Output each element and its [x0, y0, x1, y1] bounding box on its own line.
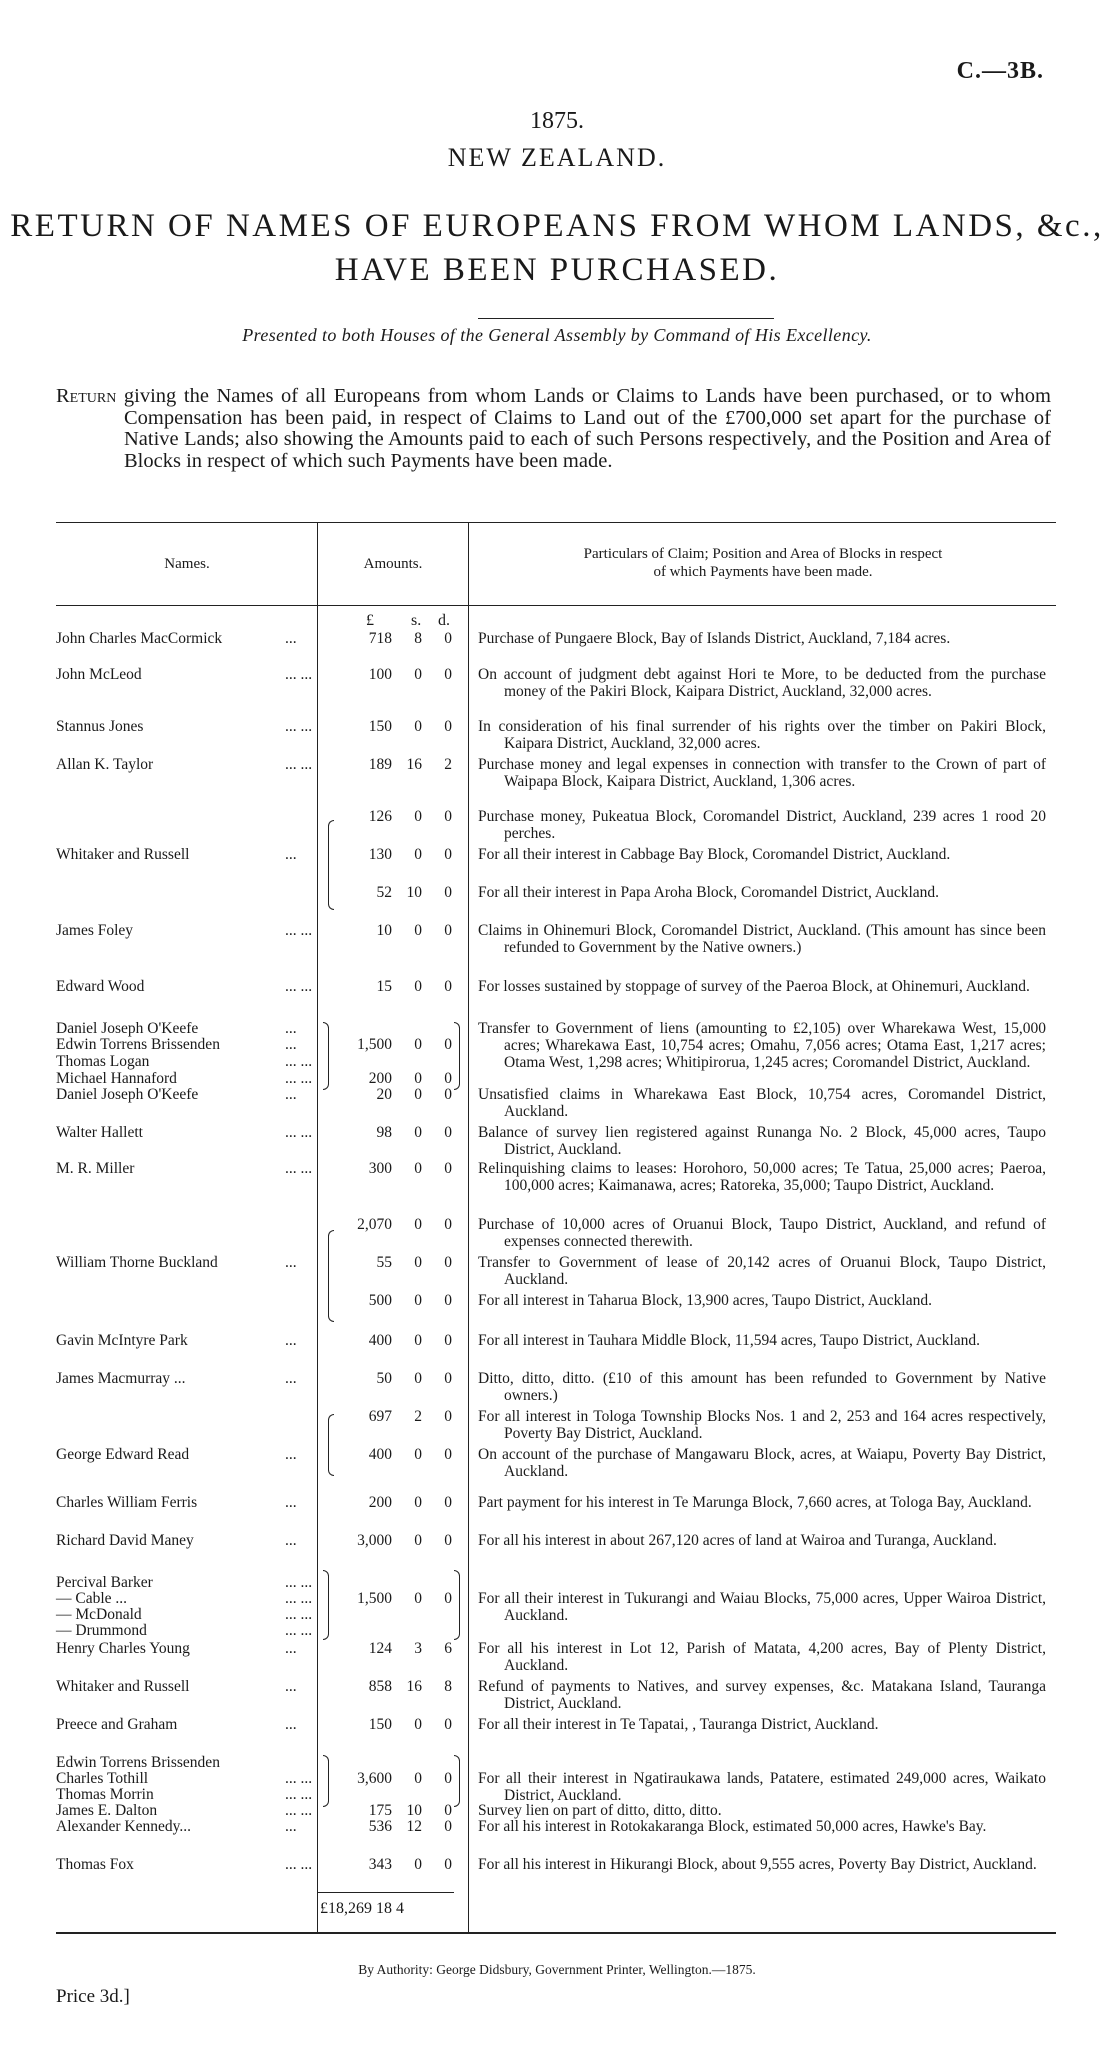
amount-pounds: 3,000: [357, 1532, 392, 1549]
claimant-name: James Foley: [56, 922, 134, 939]
leader-dots: ...: [285, 1678, 297, 1695]
group-brace: [454, 1022, 460, 1090]
group-brace: [323, 1570, 329, 1640]
claim-particulars: For all his interest in Rotokakaranga Block, estimated 50,000 acres, Hawke's Bay.: [478, 1818, 987, 1835]
amount-pounds: 343: [368, 1856, 392, 1873]
leader-dots: ...: [285, 1446, 297, 1463]
leader-dots: ... ...: [285, 922, 313, 939]
claimant-name: Allan K. Taylor: [56, 756, 154, 773]
year: 1875.: [530, 108, 584, 134]
claim-particulars: On account of the purchase of Mangawaru Block, acres, at Waiapu, Poverty Bay District, Auckland.: [478, 1446, 1046, 1480]
claim-particulars: For all his interest in Lot 12, Parish of Matata, 4,200 acres, Bay of Plenty District, Auckland.: [478, 1640, 1046, 1674]
claimant-name: Edwin Torrens Brissenden: [56, 1754, 220, 1771]
leader-dots: ... ...: [285, 1802, 313, 1819]
leader-dots: ... ...: [285, 1786, 313, 1803]
claimant-name: John Charles MacCormick: [56, 630, 223, 647]
claimant-name: Preece and Graham: [56, 1716, 178, 1733]
amount-pounds: 100: [368, 666, 392, 683]
amount-pounds: 50: [376, 1370, 392, 1387]
amount-pounds: 55: [376, 1254, 392, 1271]
leader-dots: ... ...: [285, 1574, 313, 1591]
amount-shillings: 0: [414, 718, 422, 735]
claimant-name: James E. Dalton: [56, 1802, 158, 1819]
claimant-name: Whitaker and Russell: [56, 1678, 190, 1695]
amount-shillings: 0: [414, 1124, 422, 1141]
amount-pounds: 400: [368, 1446, 392, 1463]
leader-dots: ... ...: [285, 1856, 313, 1873]
leader-dots: ...: [285, 1494, 297, 1511]
claimant-name: — McDonald: [56, 1606, 142, 1623]
claimant-name: Richard David Maney: [56, 1532, 194, 1549]
amount-pence: 0: [444, 1408, 452, 1425]
amount-pounds: 124: [368, 1640, 392, 1657]
amount-pence: 0: [444, 1590, 452, 1607]
leader-dots: ...: [285, 846, 297, 863]
group-brace: [328, 1230, 334, 1322]
amount-shillings: 0: [414, 922, 422, 939]
amount-pounds: 1,500: [357, 1590, 392, 1607]
claimant-name: Charles William Ferris: [56, 1494, 198, 1511]
claim-particulars: Purchase money, Pukeatua Block, Coromandel District, Auckland, 239 acres 1 rood 20 perches.: [478, 808, 1046, 842]
amount-shillings: 3: [414, 1640, 422, 1657]
claimant-name: Stannus Jones: [56, 718, 144, 735]
amount-pounds: 500: [368, 1292, 392, 1309]
title-line-2: HAVE BEEN PURCHASED.: [334, 252, 780, 288]
amount-pence: 0: [444, 1532, 452, 1549]
amount-pence: 0: [444, 808, 452, 825]
claimant-name: Michael Hannaford: [56, 1070, 177, 1087]
divider: [478, 318, 774, 319]
group-brace: [323, 1755, 329, 1807]
claim-particulars: Ditto, ditto, ditto. (£10 of this amount has been refunded to Government by Native owners.): [478, 1370, 1046, 1404]
column-header-amounts: Amounts.: [363, 556, 423, 572]
claim-particulars: For all their interest in Tukurangi and Waiau Blocks, 75,000 acres, Upper Wairoa District, Auckland.: [478, 1590, 1046, 1624]
amount-shillings: 0: [414, 666, 422, 683]
amount-pence: 0: [444, 846, 452, 863]
amount-pence: 0: [444, 978, 452, 995]
printer-authority: By Authority: George Didsbury, Government Printer, Wellington.—1875.: [358, 1962, 756, 1977]
amount-pounds: 3,600: [357, 1770, 392, 1787]
amount-pence: 0: [444, 1086, 452, 1103]
amount-pounds: 858: [368, 1678, 392, 1695]
claimant-name: M. R. Miller: [56, 1160, 135, 1177]
claim-particulars: Refund of payments to Natives, and survey expenses, &c. Matakana Island, Tauranga District, Auckland.: [478, 1678, 1046, 1712]
amount-shillings: 0: [414, 1036, 422, 1053]
amount-shillings: 16: [406, 1678, 422, 1695]
claim-particulars: For all his interest in Hikurangi Block, about 9,555 acres, Poverty Bay District, Auckland.: [478, 1856, 1037, 1873]
amount-pence: 0: [444, 666, 452, 683]
amount-shillings: 0: [414, 1532, 422, 1549]
country-heading: NEW ZEALAND.: [447, 143, 667, 172]
amount-shillings: 0: [414, 1332, 422, 1349]
grand-total: £18,269 18 4: [320, 1900, 404, 1917]
claim-particulars: Transfer to Government of lease of 20,142 acres of Oruanui Block, Taupo District, Auckland.: [478, 1254, 1046, 1288]
amount-shillings: 0: [414, 1856, 422, 1873]
leader-dots: ... ...: [285, 1053, 313, 1070]
pounds-heading: £: [366, 612, 374, 629]
claim-particulars: In consideration of his final surrender of his rights over the timber on Pakiri Block, Kaipara District, Auckland, 32,000 acres.: [478, 718, 1046, 752]
amount-pounds: 10: [376, 922, 392, 939]
amount-shillings: 0: [414, 846, 422, 863]
claimant-name: James Macmurray ...: [56, 1370, 186, 1387]
leader-dots: ... ...: [285, 756, 313, 773]
claim-particulars: Purchase of 10,000 acres of Oruanui Block, Taupo District, Auckland, and refund of expenses connected therewith.: [478, 1216, 1046, 1250]
claimant-name: — Drummond: [56, 1622, 147, 1639]
claimant-name: Charles Tothill: [56, 1770, 149, 1787]
amount-pence: 2: [444, 756, 452, 773]
amount-pounds: 200: [368, 1494, 392, 1511]
title-line-1: RETURN OF NAMES OF EUROPEANS FROM WHOM LANDS, &c.,: [10, 208, 1104, 244]
leader-dots: ...: [285, 1716, 297, 1733]
amount-shillings: 10: [406, 1802, 422, 1819]
amount-pounds: 300: [368, 1160, 392, 1177]
claim-particulars: For all their interest in Te Tapatai, , Tauranga District, Auckland.: [478, 1716, 879, 1733]
amount-pence: 0: [444, 1124, 452, 1141]
amount-pounds: 15: [376, 978, 392, 995]
amount-pence: 0: [444, 1856, 452, 1873]
claim-particulars: For all interest in Taharua Block, 13,900 acres, Taupo District, Auckland.: [478, 1292, 932, 1309]
amount-pounds: 400: [368, 1332, 392, 1349]
amount-shillings: 0: [414, 1716, 422, 1733]
amount-pounds: 2,070: [357, 1216, 392, 1233]
amount-shillings: 0: [414, 1494, 422, 1511]
intro-lead: Return: [56, 385, 117, 407]
amount-pounds: 130: [368, 846, 392, 863]
claim-particulars: Relinquishing claims to leases: Horohoro, 50,000 acres; Te Tatua, 25,000 acres; Paeroa, 100,000 acres; Kaimanawa, acres; Ratoreka, 35,000; Taupo District, Auckland.: [478, 1160, 1046, 1194]
amount-pounds: 150: [368, 1716, 392, 1733]
amount-pounds: 200: [368, 1070, 392, 1087]
group-brace: [454, 1570, 460, 1640]
claim-particulars: For all their interest in Cabbage Bay Block, Coromandel District, Auckland.: [478, 846, 951, 863]
claim-particulars: Claims in Ohinemuri Block, Coromandel District, Auckland. (This amount has since been refunded to Government by the Native owners.): [478, 922, 1046, 956]
amount-shillings: 0: [414, 1086, 422, 1103]
pence-heading: d.: [438, 612, 450, 629]
claimant-name: George Edward Read: [56, 1446, 190, 1463]
amount-pence: 0: [444, 1332, 452, 1349]
leader-dots: ...: [285, 1332, 297, 1349]
leader-dots: ... ...: [285, 1070, 313, 1087]
claimant-name: Edward Wood: [56, 978, 145, 995]
amount-pounds: 697: [368, 1408, 392, 1425]
amount-pence: 8: [444, 1678, 452, 1695]
amount-shillings: 0: [414, 1770, 422, 1787]
leader-dots: ... ...: [285, 1590, 313, 1607]
amount-shillings: 2: [414, 1408, 422, 1425]
table-bottom-rule: [56, 1932, 1056, 1934]
group-brace: [323, 1022, 329, 1090]
claimant-name: Thomas Morrin: [56, 1786, 154, 1803]
price: Price 3d.]: [56, 1986, 130, 2007]
claim-particulars: Unsatisfied claims in Wharekawa East Block, 10,754 acres, Coromandel District, Auckland.: [478, 1086, 1046, 1120]
amount-shillings: 0: [414, 978, 422, 995]
column-divider-1: [317, 522, 318, 1932]
amount-pence: 0: [444, 1716, 452, 1733]
amount-pence: 0: [444, 630, 452, 647]
intro-text: giving the Names of all Europeans from whom Lands or Claims to Lands have been purchased, or to whom Compensation has been paid, in respect of Claims to Land out of the £700,000 set apart for the purchase of Native Lands; also showing the Amounts paid to each of such Persons respectively, and the Position and Area of Blocks in respect of which such Payments have been made.: [116, 385, 1051, 472]
amount-pence: 0: [444, 1036, 452, 1053]
amount-pence: 0: [444, 1494, 452, 1511]
claim-particulars: Balance of survey lien registered against Runanga No. 2 Block, 45,000 acres, Taupo District, Auckland.: [478, 1124, 1046, 1158]
amount-shillings: 0: [414, 808, 422, 825]
claim-particulars: For all interest in Tauhara Middle Block, 11,594 acres, Taupo District, Auckland.: [478, 1332, 981, 1349]
total-rule: [317, 1892, 454, 1893]
claimant-name: William Thorne Buckland: [56, 1254, 218, 1271]
claimant-name: Alexander Kennedy...: [56, 1818, 191, 1835]
claim-particulars: For all their interest in Papa Aroha Block, Coromandel District, Auckland.: [478, 884, 940, 901]
claim-particulars: For all their interest in Ngatiraukawa lands, Patatere, estimated 249,000 acres, Waikato District, Auckland.: [478, 1770, 1046, 1804]
amount-pounds: 718: [368, 630, 392, 647]
claimant-name: Daniel Joseph O'Keefe: [56, 1086, 199, 1103]
claim-particulars: For all his interest in about 267,120 acres of land at Wairoa and Turanga, Auckland.: [478, 1532, 997, 1549]
amount-shillings: 10: [406, 884, 422, 901]
column-header-particulars-1: Particulars of Claim; Position and Area of Blocks in respect: [583, 546, 943, 562]
shillings-heading: s.: [411, 612, 422, 629]
claim-particulars: Survey lien on part of ditto, ditto, ditto.: [478, 1802, 722, 1819]
amount-pounds: 20: [376, 1086, 392, 1103]
group-brace: [328, 1414, 334, 1476]
leader-dots: ... ...: [285, 1124, 313, 1141]
amount-pence: 0: [444, 884, 452, 901]
claim-particulars: For all interest in Tologa Township Blocks Nos. 1 and 2, 253 and 164 acres respectively, Poverty Bay District, Auckland.: [478, 1408, 1046, 1442]
amount-pence: 0: [444, 1802, 452, 1819]
claimant-name: Percival Barker: [56, 1574, 153, 1591]
claim-particulars: Transfer to Government of liens (amounting to £2,105) over Wharekawa West, 15,000 acres; Wharekawa East, 10,754 acres; Omahu, 7,056 acres; Otama East, 1,217 acres; Otama West, 1,298 acres; Whitipirorua, 1,245 acres; Coromandel District, Auckland.: [478, 1020, 1046, 1071]
leader-dots: ... ...: [285, 718, 313, 735]
leader-dots: ...: [285, 1020, 297, 1037]
amount-shillings: 0: [414, 1160, 422, 1177]
group-brace: [328, 820, 334, 910]
amount-pence: 0: [444, 718, 452, 735]
leader-dots: ...: [285, 1370, 297, 1387]
amount-shillings: 16: [406, 756, 422, 773]
group-brace: [454, 1755, 460, 1807]
leader-dots: ...: [285, 1086, 297, 1103]
amount-pence: 0: [444, 1818, 452, 1835]
amount-shillings: 0: [414, 1292, 422, 1309]
intro-paragraph: [56, 386, 1051, 472]
claimant-name: Whitaker and Russell: [56, 846, 190, 863]
amount-pence: 0: [444, 1370, 452, 1387]
amount-pence: 0: [444, 1254, 452, 1271]
document-reference: C.—3B.: [956, 58, 1044, 84]
claimant-name: Thomas Logan: [56, 1053, 150, 1070]
leader-dots: ...: [285, 1640, 297, 1657]
amount-shillings: 0: [414, 1070, 422, 1087]
leader-dots: ...: [285, 1818, 297, 1835]
leader-dots: ...: [285, 630, 297, 647]
amount-pounds: 52: [376, 884, 392, 901]
amount-pence: 0: [444, 922, 452, 939]
leader-dots: ... ...: [285, 1622, 313, 1639]
table-header-rule: [56, 605, 1056, 606]
claim-particulars: For losses sustained by stoppage of survey of the Paeroa Block, at Ohinemuri, Auckland.: [478, 978, 1030, 995]
amount-pounds: 126: [368, 808, 392, 825]
leader-dots: ...: [285, 1254, 297, 1271]
amount-pounds: 175: [368, 1802, 392, 1819]
column-divider-2: [468, 522, 469, 1932]
amount-pence: 0: [444, 1446, 452, 1463]
claimant-name: Henry Charles Young: [56, 1640, 190, 1657]
amount-shillings: 0: [414, 1370, 422, 1387]
leader-dots: ... ...: [285, 1606, 313, 1623]
leader-dots: ... ...: [285, 978, 313, 995]
claim-particulars: Part payment for his interest in Te Marunga Block, 7,660 acres, at Tologa Bay, Auckland.: [478, 1494, 1032, 1511]
amount-pounds: 536: [368, 1818, 392, 1835]
claimant-name: Gavin McIntyre Park: [56, 1332, 188, 1349]
amount-shillings: 0: [414, 1590, 422, 1607]
amount-pence: 6: [444, 1640, 452, 1657]
claimant-name: Walter Hallett: [56, 1124, 143, 1141]
presented-line: Presented to both Houses of the General Assembly by Command of His Excellency.: [242, 325, 872, 345]
claim-particulars: Purchase of Pungaere Block, Bay of Islands District, Auckland, 7,184 acres.: [478, 630, 951, 647]
amount-pence: 0: [444, 1070, 452, 1087]
claimant-name: Daniel Joseph O'Keefe: [56, 1020, 199, 1037]
table-top-rule: [56, 522, 1056, 523]
leader-dots: ...: [285, 1036, 297, 1053]
amount-pounds: 150: [368, 718, 392, 735]
claimant-name: John McLeod: [56, 666, 142, 683]
amount-pence: 0: [444, 1216, 452, 1233]
claimant-name: — Cable ...: [56, 1590, 128, 1607]
amount-pence: 0: [444, 1292, 452, 1309]
claimant-name: Edwin Torrens Brissenden: [56, 1036, 220, 1053]
amount-pounds: 189: [368, 756, 392, 773]
amount-shillings: 12: [406, 1818, 422, 1835]
leader-dots: ...: [285, 1532, 297, 1549]
amount-shillings: 0: [414, 1254, 422, 1271]
amount-shillings: 0: [414, 1216, 422, 1233]
leader-dots: ... ...: [285, 1770, 313, 1787]
column-header-names: Names.: [164, 556, 210, 572]
amount-pence: 0: [444, 1160, 452, 1177]
claim-particulars: On account of judgment debt against Hori te More, to be deducted from the purchase money of the Pakiri Block, Kaipara District, Auckland, 32,000 acres.: [478, 666, 1046, 700]
amount-pounds: 98: [376, 1124, 392, 1141]
claimant-name: Thomas Fox: [56, 1856, 134, 1873]
amount-shillings: 0: [414, 1446, 422, 1463]
column-header-particulars-2: of which Payments have been made.: [653, 564, 873, 580]
amount-shillings: 8: [414, 630, 422, 647]
claim-particulars: Purchase money and legal expenses in connection with transfer to the Crown of part of Waipapa Block, Kaipara District, Auckland, 1,306 acres.: [478, 756, 1046, 790]
amount-pounds: 1,500: [357, 1036, 392, 1053]
leader-dots: ... ...: [285, 666, 313, 683]
amount-pence: 0: [444, 1770, 452, 1787]
leader-dots: ... ...: [285, 1160, 313, 1177]
